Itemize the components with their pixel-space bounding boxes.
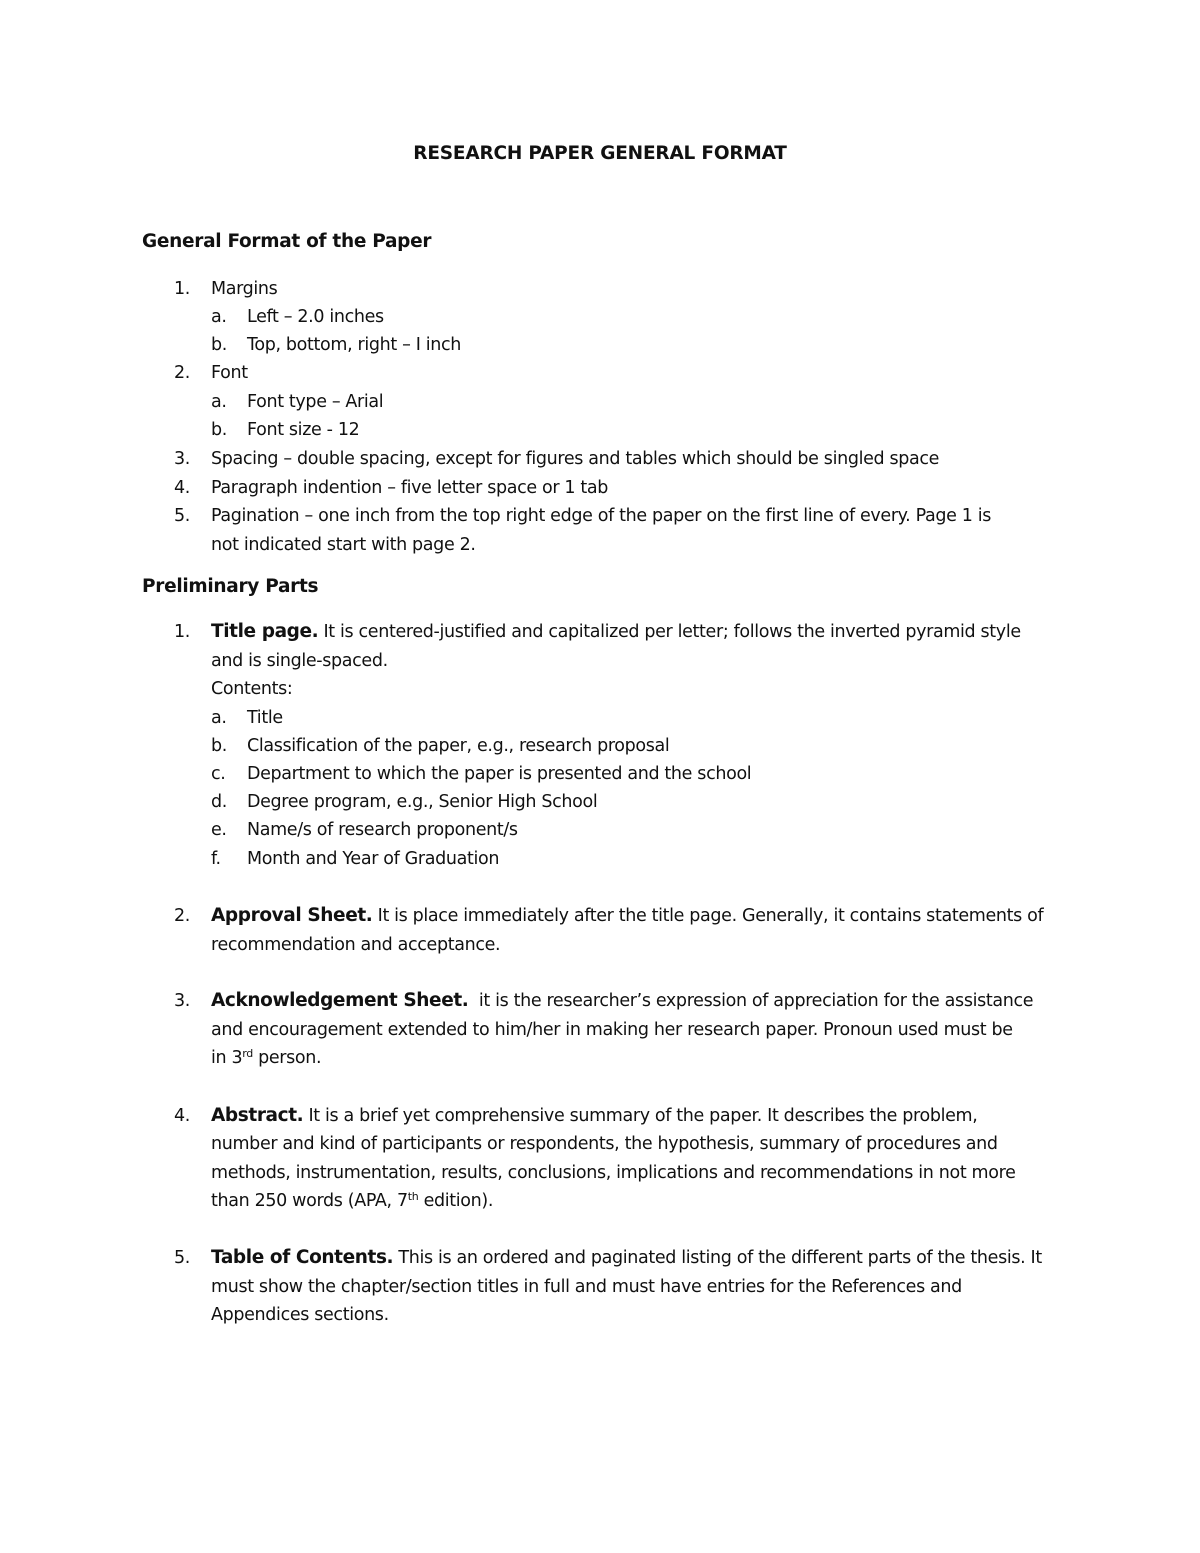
section-heading-preliminary-parts: Preliminary Parts	[142, 576, 319, 597]
page-title: RESEARCH PAPER GENERAL FORMAT	[413, 143, 787, 164]
term-title-page: Title page.	[211, 621, 319, 642]
term-approval-sheet: Approval Sheet.	[211, 905, 373, 926]
term-table-of-contents: Table of Contents.	[211, 1247, 394, 1268]
term-abstract: Abstract.	[211, 1105, 304, 1126]
section-heading-general-format: General Format of the Paper	[142, 231, 432, 252]
document-page: RESEARCH PAPER GENERAL FORMAT General Format of the Paper 1. Margins a. Left – 2.0 inches b. Top, bottom, right – I inch 2. Font a. Font type – Arial b. Font size - 12 3. Spacing – double spacing, except for figures and tables which should be singled space 4. Paragraph indention – five letter space or 1 tab 5. Pagination – one inch from the top right edge of the paper on the first line of every. Page 1 is not indicated start with page 2. Preliminary Parts 1. Title page. It is centered-justified and capitalized per letter; follows the inverted pyramid style and is single-spaced. Contents: a. Title b. Classification of the paper, e.g., research proposal c. Department to which the paper is presented and the school d. Degree program, e.g., Senior High School e. Name/s of research proponent/s f. Month and Year of Graduation 2. Approval Sheet. It is place immediately after the title page. Generally, it contains statements of recommendation and acceptance. 3. Acknowledgement Sheet. it is the researcher’s expression of appreciation for the assistance and encouragement extended to him/her in making her research paper. Pronoun used must be in 3rd person. 4. Abstract. It is a brief yet comprehensive summary of the paper. It describes the problem, number and kind of participants or respondents, the hypothesis, summary of procedures and methods, instrumentation, results, conclusions, implications and recommendations in not more than 250 words (APA, 7th edition). 5. Table of Contents. This is an ordered and paginated listing of the different parts of the thesis. It must show the chapter/section titles in full and must have entries for the References and Appendices sections.	[0, 0, 1200, 1553]
term-acknowledgement-sheet: Acknowledgement Sheet.	[211, 990, 469, 1011]
